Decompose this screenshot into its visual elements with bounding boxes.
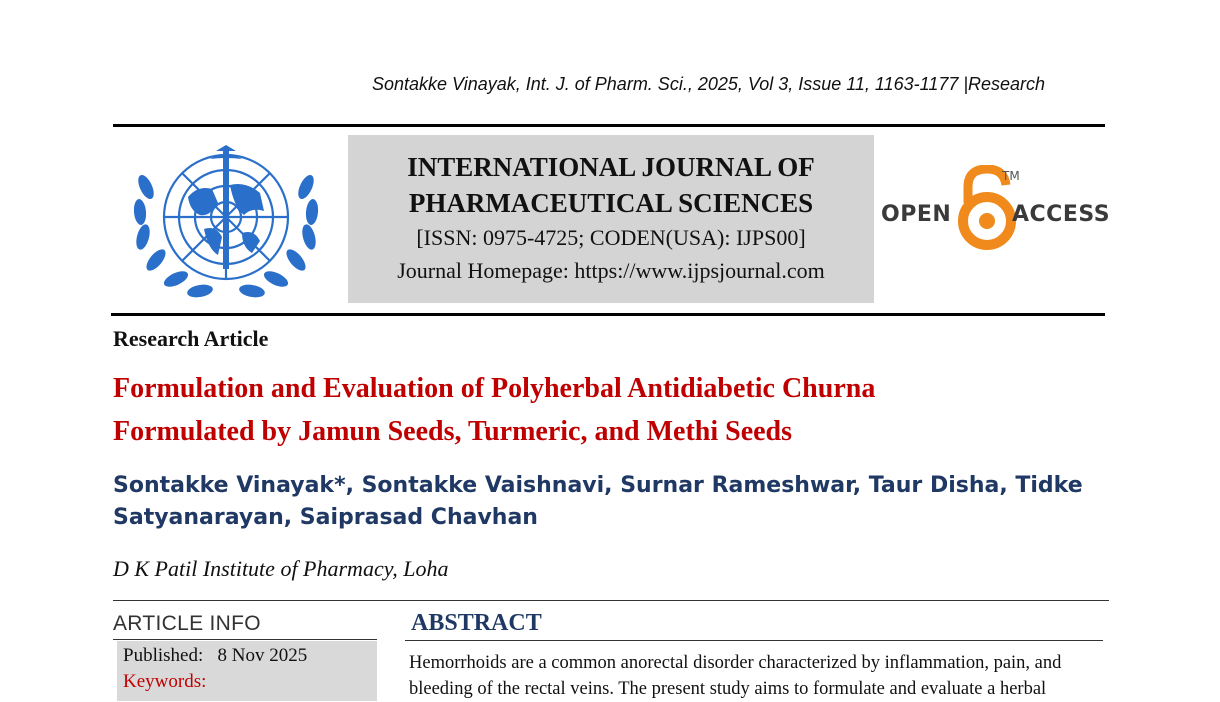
abstract-line-1: Hemorrhoids are a common anorectal disorder characterized by inflammation, pain, and [409,653,1062,673]
published-line [123,645,307,667]
journal-issn: [ISSN: 0975-4725; CODEN(USA): IJPS00] [416,225,806,250]
abstract-body [409,650,1107,702]
journal-homepage: Journal Homepage: https://www.ijpsjournal.com [397,258,825,283]
running-header-citation: Sontakke Vinayak, Int. J. of Pharm. Sci., 2025, Vol 3, Issue 11, 1163-1177 |Research [372,74,1046,94]
journal-title-line-1: INTERNATIONAL JOURNAL OF [407,152,815,182]
journal-title [348,149,874,221]
published-label: Published: [123,645,204,666]
author-list-line-2: Satyanarayan, Saiprasad Chavhan [113,505,538,530]
article-title-line-1: Formulation and Evaluation of Polyherbal Antidiabetic Churna [113,373,876,404]
abstract-rule [405,640,1103,641]
article-type-label: Research Article [113,326,269,351]
published-date: 8 Nov 2025 [217,645,308,666]
un-style-emblem-icon [126,137,326,307]
open-access-logo [878,165,1110,253]
section-divider [113,600,1109,601]
article-info-rule [113,639,377,640]
header-top-rule [113,124,1105,127]
open-access-open-text: OPEN [881,202,952,227]
journal-title-line-2: PHARMACEUTICAL SCIENCES [408,188,814,218]
article-title-line-2: Formulated by Jamun Seeds, Turmeric, and Methi Seeds [113,416,793,447]
article-title [113,367,1073,453]
abstract-line-2: bleeding of the rectal veins. The present study aims to formulate and evaluate a herbal [409,679,1047,699]
open-access-access-text: ACCESS [1012,202,1111,227]
keywords-label: Keywords: [123,671,207,692]
header-bottom-rule [111,313,1105,316]
abstract-heading: ABSTRACT [411,610,542,636]
trademark-mark: TM [1002,169,1020,183]
author-affiliation: D K Patil Institute of Pharmacy, Loha [113,556,449,581]
author-list-line-1: Sontakke Vinayak*, Sontakke Vaishnavi, Surnar Rameshwar, Taur Disha, Tidke [113,473,1083,498]
author-list [113,470,1103,534]
article-info-heading: ARTICLE INFO [113,612,261,635]
journal-banner [348,135,874,303]
